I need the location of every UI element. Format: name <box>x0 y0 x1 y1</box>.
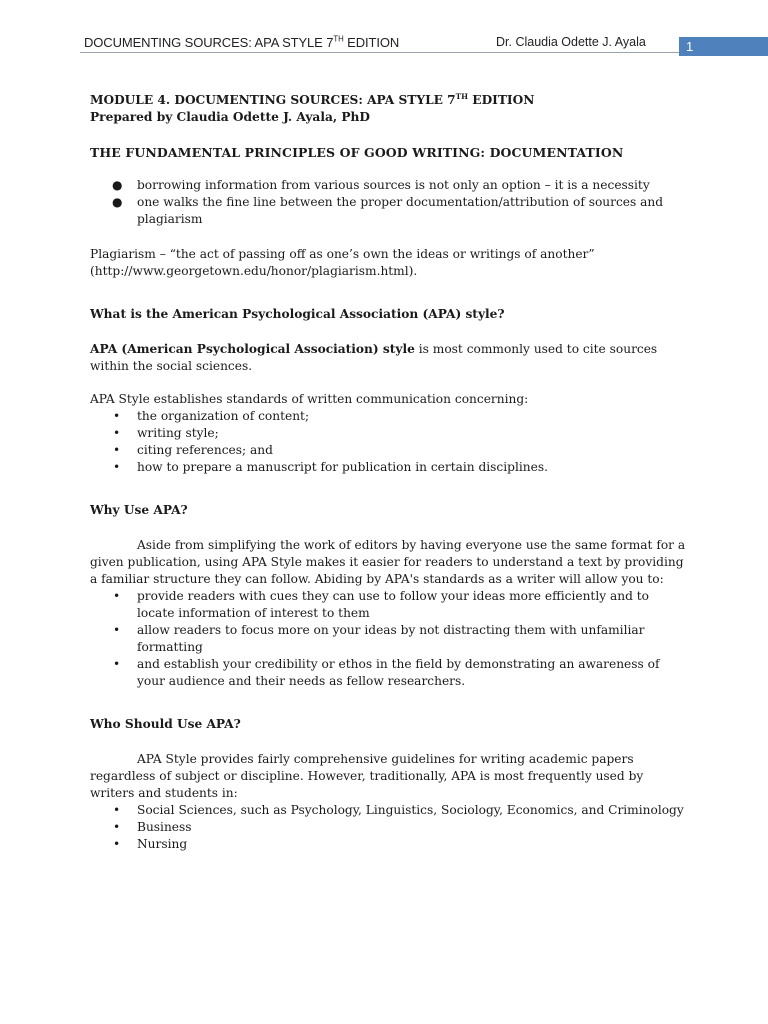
list-item: • citing references; and <box>90 442 690 459</box>
standards-intro: APA Style establishes standards of written communication concerning: <box>90 392 529 406</box>
fundamental-list <box>90 177 690 228</box>
apa-definition: APA (American Psychological Association) style is most commonly used to cite sources within the social sciences. <box>90 342 658 373</box>
plagiarism-definition: Plagiarism – “the act of passing off as one’s own the ideas or writings of another” (http://www.georgetown.edu/honor/plagiarism.html). <box>90 247 595 278</box>
standards-list <box>90 408 690 476</box>
why-paragraph: Aside from simplifying the work of editors by having everyone use the same format for a given publication, using APA Style makes it easier for readers to understand a text by providing a familiar structure they can follow. Abiding by APA's standards as a writer will allow you to: <box>90 538 686 586</box>
list-item: ● one walks the fine line between the proper documentation/attribution of sources and plagiarism <box>90 194 690 228</box>
list-item: • Nursing <box>90 836 690 853</box>
running-header-title: DOCUMENTING SOURCES: APA STYLE 7TH EDITION <box>84 34 400 50</box>
header-rule <box>80 52 680 53</box>
fundamental-heading: THE FUNDAMENTAL PRINCIPLES OF GOOD WRITING: DOCUMENTATION <box>90 145 624 160</box>
who-list <box>90 802 690 853</box>
list-item: • provide readers with cues they can use to follow your ideas more efficiently and to locate information of interest to them <box>90 588 690 622</box>
why-use-apa-heading: Why Use APA? <box>90 503 188 517</box>
document-body <box>90 92 690 853</box>
list-item: • Business <box>90 819 690 836</box>
who-paragraph: APA Style provides fairly comprehensive guidelines for writing academic papers regardless of subject or discipline. However, traditionally, APA is most frequently used by writers and students in: <box>90 752 644 800</box>
list-item: • how to prepare a manuscript for publication in certain disciplines. <box>90 459 690 476</box>
list-item: • writing style; <box>90 425 690 442</box>
who-should-use-heading: Who Should Use APA? <box>90 717 241 731</box>
list-item: • allow readers to focus more on your ideas by not distracting them with unfamiliar formatting <box>90 622 690 656</box>
prepared-by: Prepared by Claudia Odette J. Ayala, PhD <box>90 110 370 124</box>
page-number: 1 <box>679 37 768 56</box>
why-list <box>90 588 690 690</box>
module-title: MODULE 4. DOCUMENTING SOURCES: APA STYLE 7TH EDITION <box>90 91 535 107</box>
list-item: • Social Sciences, such as Psychology, Linguistics, Sociology, Economics, and Criminology <box>90 802 690 819</box>
list-item: ● borrowing information from various sources is not only an option – it is a necessity <box>90 177 690 194</box>
list-item: • and establish your credibility or ethos in the field by demonstrating an awareness of your audience and their needs as fellow researchers. <box>90 656 690 690</box>
list-item: • the organization of content; <box>90 408 690 425</box>
what-is-apa-heading: What is the American Psychological Association (APA) style? <box>90 307 505 321</box>
running-header-author: Dr. Claudia Odette J. Ayala <box>496 35 646 49</box>
apa-bold-term: APA (American Psychological Association) style <box>90 342 415 356</box>
